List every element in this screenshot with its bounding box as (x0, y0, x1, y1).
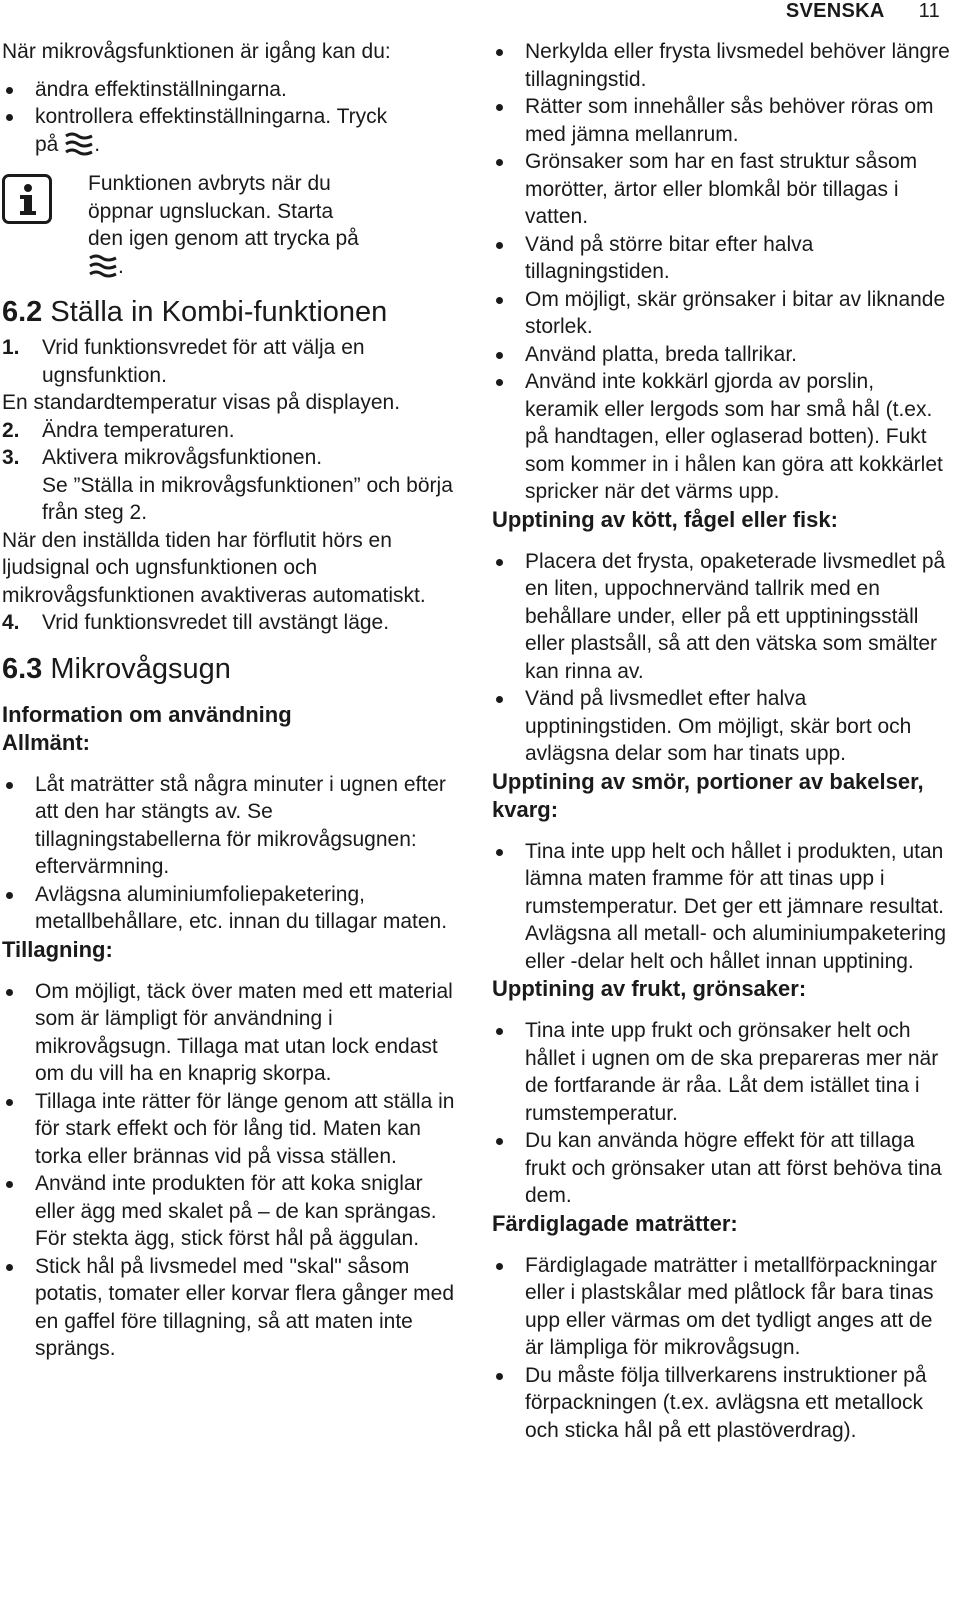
section-title-6-2: 6.2 Ställa in Kombi-funktionen (2, 296, 388, 328)
intro-text: När mikrovågsfunktionen är igång kan du: (2, 40, 391, 63)
list-item: Grönsaker som har en fast struktur såsom morötter, ärtor eller blomkål bör tillagas i vatten. (492, 148, 950, 231)
list-item: Du kan använda högre effekt för att tillaga frukt och grönsaker utan att först behöva tina dem. (492, 1127, 950, 1210)
list-item: Avlägsna aluminiumfoliepaketering, metallbehållare, etc. innan du tillagar maten. (2, 881, 460, 936)
subheading-cooking: Tillagning: (2, 936, 113, 962)
subheading-thaw-meat: Upptining av kött, fågel eller fisk: (492, 506, 838, 532)
step-item: 1. Vrid funktionsvredet för att välja en ugnsfunktion. (2, 336, 365, 387)
microwave-wave-icon (64, 132, 94, 156)
list-item-text: på (35, 132, 59, 156)
microwave-wave-icon (88, 254, 118, 278)
page-number: 11 (918, 0, 940, 22)
right-column (492, 38, 950, 1444)
intro-bullet-list (2, 76, 460, 159)
list-item: Tillaga inte rätter för länge genom att ställa in för stark effekt och för lång tid. Maten kan torka eller brännas vid på vissa ställen. (2, 1088, 460, 1171)
left-column (2, 38, 460, 1363)
list-item: Tina inte upp helt och hållet i produkten, utan lämna maten framme för att tinas upp i rumstemperatur. Det ger ett jämnare resultat. Avlägsna all metall- och aluminiumpaketering eller -delar helt och hållet innan upptining. (492, 838, 950, 976)
list-item: Rätter som innehåller sås behöver röras om med jämna mellanrum. (492, 93, 950, 148)
list-item: Tina inte upp frukt och grönsaker helt och hållet i ugnen om de ska prepareras mer när de fortfarande är råa. Låt dem istället tina i rumstemperatur. (492, 1017, 950, 1127)
thaw-fruit-bullet-list (492, 1017, 950, 1210)
subheading-general: Allmänt: (2, 729, 90, 755)
subheading-info: Information om användning (2, 701, 292, 727)
step-item: 2. Ändra temperaturen. (2, 418, 235, 442)
list-item: Använd platta, breda tallrikar. (492, 341, 950, 369)
step-item: 3. Aktivera mikrovågsfunktionen. (2, 446, 323, 469)
thaw-butter-bullet-list (492, 838, 950, 976)
list-item: Vänd på större bitar efter halva tillagningstiden. (492, 231, 950, 286)
list-item: Använd inte produkten för att koka sniglar eller ägg med skalet på – de kan sprängas. För stekta ägg, stick först hål på äggulan. (2, 1170, 460, 1253)
subheading-ready-meals: Färdiglagade maträtter: (492, 1210, 738, 1236)
list-item: Om möjligt, täck över maten med ett material som är lämpligt för användning i mikrovågsugn. Tillaga mat utan lock endast om du vill ha en knaprig skorpa. (2, 978, 460, 1088)
info-icon (2, 174, 52, 224)
step-item: 4. Vrid funktionsvredet till avstängt läge. (2, 611, 390, 634)
subheading-thaw-butter: Upptining av smör, portioner av bakelser, kvarg: (492, 768, 924, 822)
ready-meals-bullet-list (492, 1252, 950, 1445)
thaw-meat-bullet-list (492, 548, 950, 768)
list-item: Vänd på livsmedlet efter halva upptiningstiden. Om möjligt, skär bort och avlägsna delar som har tinats upp. (492, 685, 950, 768)
step-item: Se ”Ställa in mikrovågsfunktionen” och börja från steg 2. (42, 473, 453, 524)
list-item: Stick hål på livsmedel med "skal" såsom potatis, tomater eller korvar flera gånger med en gaffel före tillagning, så att maten inte sprängs. (2, 1253, 460, 1363)
list-item: Använd inte kokkärl gjorda av porslin, keramik eller lergods som har små hål (t.ex. på handtagen, eller oglaserad botten). Fukt som kommer in i hålen kan göra att kokkärlet spricker när det värms upp. (492, 368, 950, 506)
info-note (2, 170, 460, 280)
header-language: SVENSKA (785, 0, 885, 22)
subheading-thaw-fruit: Upptining av frukt, grönsaker: (492, 976, 807, 1001)
list-item: Låt maträtter stå några minuter i ugnen efter att den har stängts av. Se tillagningstabellerna för mikrovågsugnen: eftervärmning. (2, 771, 460, 881)
list-item: Du måste följa tillverkarens instruktioner på förpackningen (t.ex. avlägsna ett metallock och sticka hål på ett plastöverdrag). (492, 1362, 950, 1445)
general-bullet-list (2, 771, 460, 936)
step-note: En standardtemperatur visas på displayen. (2, 391, 401, 414)
cooking-bullet-list (2, 978, 460, 1363)
list-item: Om möjligt, skär grönsaker i bitar av liknande storlek. (492, 286, 950, 341)
page-header (786, 0, 940, 24)
list-item-text: kontrollera effektinställningarna. Tryck (35, 105, 388, 128)
tips-bullet-list (492, 38, 950, 506)
info-note-text: Funktionen avbryts när du öppnar ugnsluckan. Starta den igen genom att trycka på . (88, 172, 359, 278)
list-item: Färdiglagade maträtter i metallförpackningar eller i plastskålar med plåtlock får bara tinas upp eller värmas om det tydligt anges att de är lämpliga för mikrovågsugn. (492, 1252, 950, 1362)
list-item: kontrollera effektinställningarna. Tryck på . (2, 103, 460, 158)
paragraph: När den inställda tiden har förflutit hörs en ljudsignal och ugnsfunktionen och mikrovågsfunktionen avaktiveras automatiskt. (2, 528, 426, 607)
list-item: Nerkylda eller frysta livsmedel behöver längre tillagningstid. (492, 38, 950, 93)
list-item: ändra effektinställningarna. (2, 76, 460, 104)
steps-list (2, 334, 460, 527)
list-item: Placera det frysta, opaketerade livsmedlet på en liten, uppochnervänd tallrik med en behållare under, eller på ett upptiningsställ eller plastsåll, så att den vätska som smälter kan rinna av. (492, 548, 950, 686)
section-title-6-3: 6.3 Mikrovågsugn (2, 652, 231, 685)
